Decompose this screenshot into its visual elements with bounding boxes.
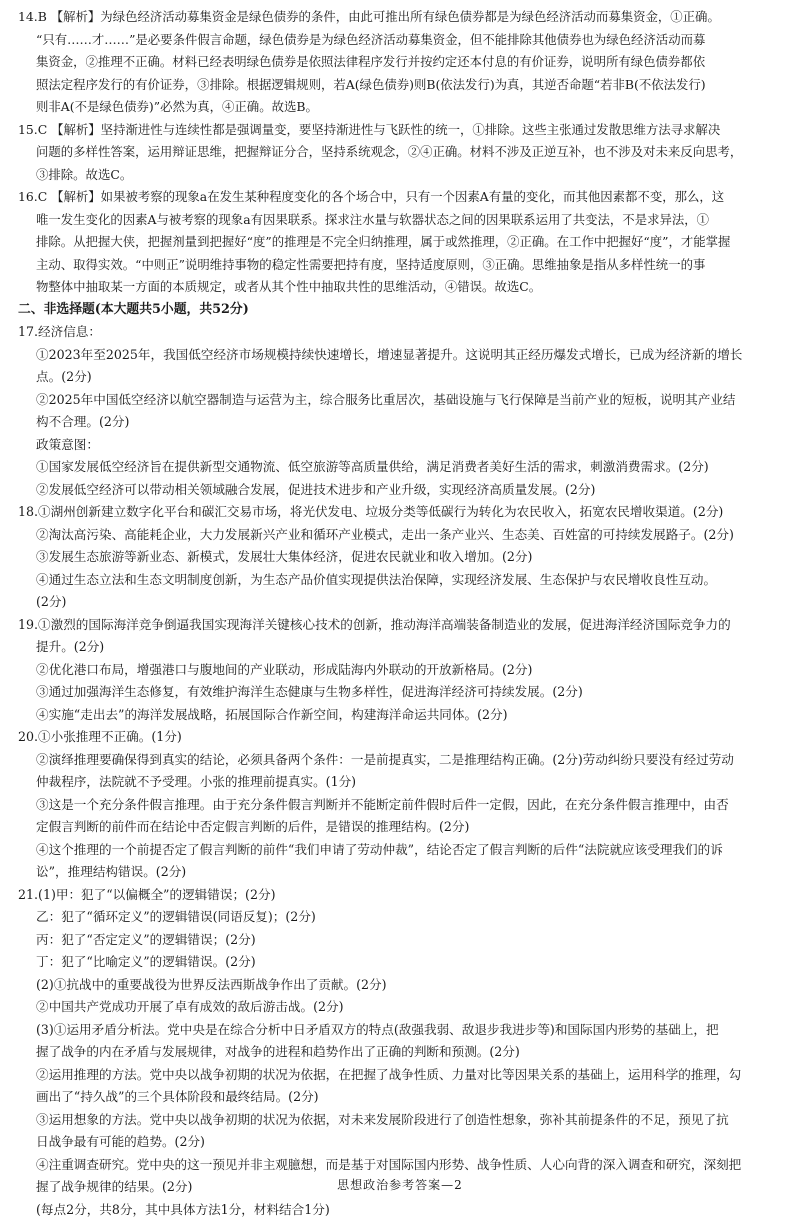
text-line: 19.①激烈的国际海洋竞争倒逼我国实现海洋关键核心技术的创新，推动海洋高端装备制造业的发展，促进海洋经济国际竞争力的 <box>18 614 788 637</box>
answer-q17 <box>18 321 788 501</box>
text-line: “只有……才……”是必要条件假言命题，绿色债券是为绿色经济活动募集资金，但不能排除其他债券也为绿色经济活动而募 <box>18 29 788 52</box>
text-line: 14.B 【解析】为绿色经济活动募集资金是绿色债券的条件，由此可推出所有绿色债券都是为绿色经济活动而募集资金，①正确。 <box>18 6 788 29</box>
text-line: 15.C 【解析】坚持渐进性与连续性都是强调量变，要坚持渐进性与飞跃性的统一，①排除。这些主张通过发散思维方法寻求解决 <box>18 119 788 142</box>
page-footer: 思想政治参考答案—2 <box>0 1176 800 1193</box>
answer-q15 <box>18 119 788 187</box>
answer-q16 <box>18 186 788 299</box>
answer-q19 <box>18 614 788 727</box>
text-line: 仲裁程序，法院就不予受理。小张的推理前提真实。(1分) <box>18 771 788 794</box>
text-line: 主动、取得实效。“中则正”说明维持事物的稳定性需要把持有度，坚持适度原则，③正确。思维抽象是指从多样性统一的事 <box>18 254 788 277</box>
text-line: 丁：犯了“比喻定义”的逻辑错误。(2分) <box>18 951 788 974</box>
answer-q18 <box>18 501 788 614</box>
answer-page <box>18 6 788 1221</box>
answer-q21 <box>18 884 788 1221</box>
text-line: 则非A(不是绿色债券)”必然为真，④正确。故选B。 <box>18 96 788 119</box>
text-line: 问题的多样性答案，运用辩证思维，把握辩证分合，坚持系统观念，②④正确。材料不涉及正逆互补，也不涉及对未来反向思考， <box>18 141 788 164</box>
text-line: 日战争最有可能的趋势。(2分) <box>18 1131 788 1154</box>
text-line: 物整体中抽取某一方面的本质规定，或者从其个性中抽取共性的思维活动，④错误。故选C。 <box>18 276 788 299</box>
text-line: ①国家发展低空经济旨在提供新型交通物流、低空旅游等高质量供给，满足消费者美好生活的需求，刺激消费需求。(2分) <box>18 456 788 479</box>
text-line: 握了战争规律的结果。(2分) <box>18 1176 788 1199</box>
text-line: 排除。从把握大侠，把握剂量到把握好“度”的推理是不完全归纳推理，属于或然推理，②正确。在工作中把握好“度”，才能掌握 <box>18 231 788 254</box>
text-line: ④通过生态立法和生态文明制度创新，为生态产品价值实现提供法治保障，实现经济发展、生态保护与农民增收良性互动。 <box>18 569 788 592</box>
text-line: ③排除。故选C。 <box>18 164 788 187</box>
section-heading <box>18 299 788 322</box>
text-line: ②优化港口布局，增强港口与腹地间的产业联动，形成陆海内外联动的开放新格局。(2分) <box>18 659 788 682</box>
text-line: ④这个推理的一个前提否定了假言判断的前件“我们申请了劳动仲裁”，结论否定了假言判断的后件“法院就应该受理我们的诉 <box>18 839 788 862</box>
answer-q14 <box>18 6 788 119</box>
answer-q20 <box>18 726 788 884</box>
text-line: ②运用推理的方法。党中央以战争初期的状况为依据，在把握了战争性质、力量对比等因果关系的基础上，运用科学的推理，勾 <box>18 1064 788 1087</box>
text-line: 定假言判断的前件而在结论中否定假言判断的后件，是错误的推理结构。(2分) <box>18 816 788 839</box>
text-line: ③发展生态旅游等新业态、新模式，发展壮大集体经济，促进农民就业和收入增加。(2分) <box>18 546 788 569</box>
text-line: 画出了“持久战”的三个具体阶段和最终结局。(2分) <box>18 1086 788 1109</box>
text-line: 丙：犯了“否定定义”的逻辑错误；(2分) <box>18 929 788 952</box>
text-line: ③通过加强海洋生态修复，有效维护海洋生态健康与生物多样性，促进海洋经济可持续发展。(2分) <box>18 681 788 704</box>
text-line: 构不合理。(2分) <box>18 411 788 434</box>
text-line: ④实施“走出去”的海洋发展战略，拓展国际合作新空间，构建海洋命运共同体。(2分) <box>18 704 788 727</box>
text-line: ②中国共产党成功开展了卓有成效的敌后游击战。(2分) <box>18 996 788 1019</box>
text-line: 集资金，②推理不正确。材料已经表明绿色债券是依照法律程序发行并按约定还本付息的有价证券，说明所有绿色债券都依 <box>18 51 788 74</box>
text-line: ①2023年至2025年，我国低空经济市场规模持续快速增长，增速显著提升。这说明其正经历爆发式增长，已成为经济新的增长 <box>18 344 788 367</box>
text-line: ③这是一个充分条件假言推理。由于充分条件假言判断并不能断定前件假时后件一定假，因此，在充分条件假言推理中，由否 <box>18 794 788 817</box>
text-line: 16.C 【解析】如果被考察的现象a在发生某种程度变化的各个场合中，只有一个因素A有量的变化，而其他因素都不变，那么，这 <box>18 186 788 209</box>
text-line: 20.①小张推理不正确。(1分) <box>18 726 788 749</box>
text-line: 唯一发生变化的因素A与被考察的现象a有因果联系。探求注水量与软器状态之间的因果联系运用了共变法，不是求异法，① <box>18 209 788 232</box>
text-line: ②2025年中国低空经济以航空器制造与运营为主，综合服务比重居次，基础设施与飞行保障是当前产业的短板，说明其产业结 <box>18 389 788 412</box>
text-line: 提升。(2分) <box>18 636 788 659</box>
text-line: (2)①抗战中的重要战役为世界反法西斯战争作出了贡献。(2分) <box>18 974 788 997</box>
text-line: ③运用想象的方法。党中央以战争初期的状况为依据，对未来发展阶段进行了创造性想象，弥补其前提条件的不足，预见了抗 <box>18 1109 788 1132</box>
text-line: 21.(1)甲：犯了“以偏概全”的逻辑错误；(2分) <box>18 884 788 907</box>
text-line: 18.①湖州创新建立数字化平台和碳汇交易市场，将光伏发电、垃圾分类等低碳行为转化为农民收入，拓宽农民增收渠道。(2分) <box>18 501 788 524</box>
text-line: 17.经济信息： <box>18 321 788 344</box>
text-line: (2分) <box>18 591 788 614</box>
text-line: 握了战争的内在矛盾与发展规律，对战争的进程和趋势作出了正确的判断和预测。(2分) <box>18 1041 788 1064</box>
text-line: 照法定程序发行的有价证券，③排除。根据逻辑规则，若A(绿色债券)则B(依法发行)为真，其逆否命题“若非B(不依法发行) <box>18 74 788 97</box>
text-line: ②淘汰高污染、高能耗企业，大力发展新兴产业和循环产业模式，走出一条产业兴、生态美、百姓富的可持续发展路子。(2分) <box>18 524 788 547</box>
text-line: ②发展低空经济可以带动相关领域融合发展，促进技术进步和产业升级，实现经济高质量发展。(2分) <box>18 479 788 502</box>
text-line: (3)①运用矛盾分析法。党中央是在综合分析中日矛盾双方的特点(敌强我弱、敌退步我进步等)和国际国内形势的基础上，把 <box>18 1019 788 1042</box>
section-title: 二、非选择题(本大题共5小题，共52分) <box>18 299 788 322</box>
text-line: ②演绎推理要确保得到真实的结论，必须具备两个条件：一是前提真实，二是推理结构正确。(2分)劳动纠纷只要没有经过劳动 <box>18 749 788 772</box>
text-line: (每点2分，共8分，其中具体方法1分，材料结合1分) <box>18 1199 788 1221</box>
text-line: 点。(2分) <box>18 366 788 389</box>
text-line: 政策意图： <box>18 434 788 457</box>
text-line: 讼”，推理结构错误。(2分) <box>18 861 788 884</box>
text-line: ④注重调查研究。党中央的这一预见并非主观臆想，而是基于对国际国内形势、战争性质、人心向背的深入调查和研究，深刻把 <box>18 1154 788 1177</box>
text-line: 乙：犯了“循环定义”的逻辑错误(同语反复)；(2分) <box>18 906 788 929</box>
